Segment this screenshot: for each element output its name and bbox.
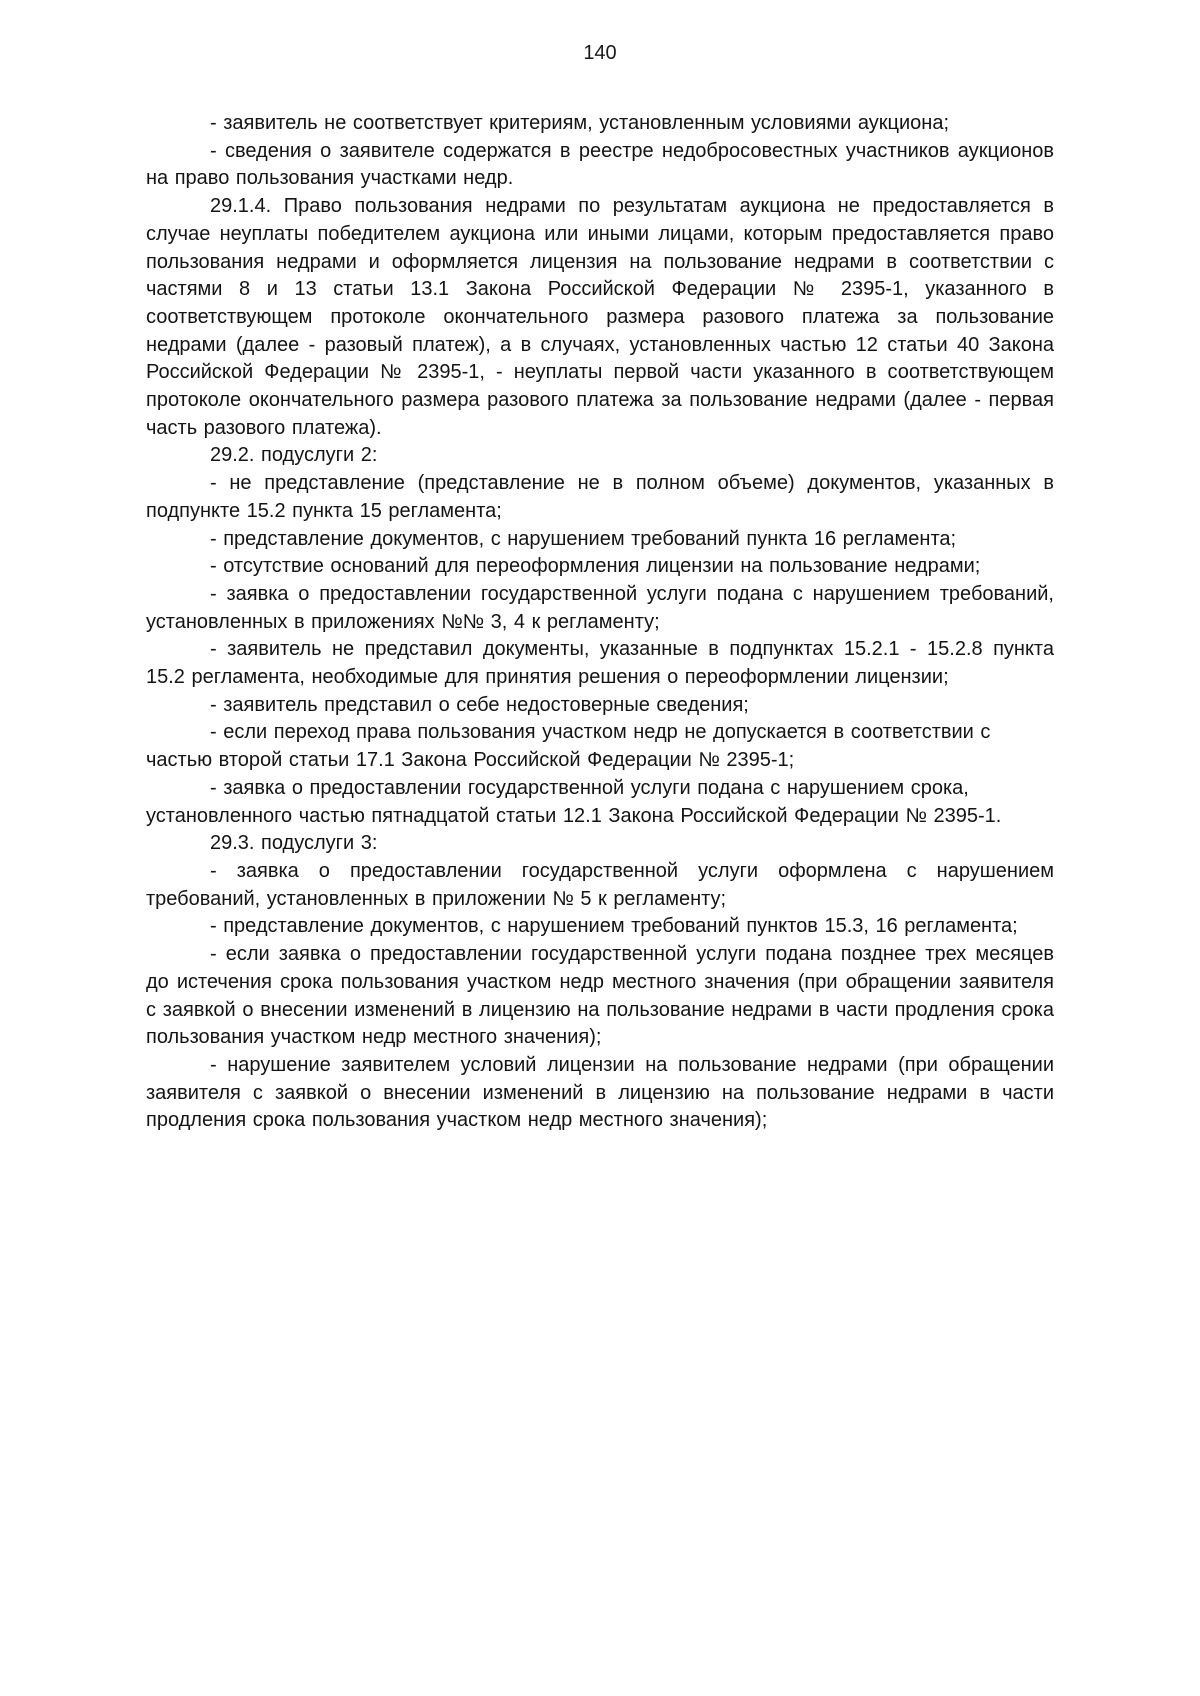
- paragraph: - не представление (представление не в полном объеме) документов, указанных в подпункте 15.2 пункта 15 регламента;: [146, 472, 1054, 522]
- paragraph: - отсутствие оснований для переоформления лицензии на пользование недрами;: [210, 555, 981, 578]
- paragraph: - заявка о предоставлении государственной услуги подана с нарушением требований, установленных в приложениях №№ 3, 4 к регламенту;: [146, 582, 1054, 633]
- paragraph: - заявитель представил о себе недостоверные сведения;: [210, 693, 749, 716]
- paragraph: - сведения о заявителе содержатся в реестре недобросовестных участников аукционов на право пользования участками недр.: [146, 139, 1054, 190]
- paragraph: - заявка о предоставлении государственной услуги оформлена с нарушением требований, установленных в приложении № 5 к регламенту;: [146, 859, 1054, 910]
- paragraph: - нарушение заявителем условий лицензии на пользование недрами (при обращении заявителя с заявкой о внесении изменений в лицензию на пользование недрами в части продления срока пользования участком недр местного значения);: [146, 1053, 1054, 1132]
- paragraph: 29.3. подуслуги 3:: [210, 832, 378, 855]
- document-body: [146, 110, 1054, 1135]
- paragraph: - представление документов, с нарушением требований пунктов 15.3, 16 регламента;: [210, 915, 1018, 938]
- paragraph: 29.2. подуслуги 2:: [210, 444, 378, 467]
- page-number: 140: [583, 42, 617, 64]
- paragraph: - если переход права пользования участком недр не допускается в соответствии с частью второй статьи 17.1 Закона Российской Федерации № 2395-1;: [146, 721, 991, 772]
- paragraph: - представление документов, с нарушением требований пункта 16 регламента;: [210, 527, 957, 550]
- paragraph: - заявка о предоставлении государственной услуги подана с нарушением срока, установленного частью пятнадцатой статьи 12.1 Закона Российской Федерации № 2395-1.: [146, 776, 1002, 827]
- paragraph: - если заявка о предоставлении государственной услуги подана позднее трех месяцев до истечения срока пользования участком недр местного значения (при обращении заявителя с заявкой о внесении изменений в лицензию на пользование недрами в части продления срока пользования участком недр местного значения);: [146, 943, 1054, 1049]
- paragraph: - заявитель не соответствует критериям, установленным условиями аукциона;: [210, 112, 950, 134]
- paragraph: - заявитель не представил документы, указанные в подпунктах 15.2.1 - 15.2.8 пункта 15.2 регламента, необходимые для принятия решения о переоформлении лицензии;: [146, 638, 1054, 689]
- paragraph: 29.1.4. Право пользования недрами по результатам аукциона не предоставляется в случае неуплаты победителем аукциона или иными лицами, которым предоставляется право пользования недрами и оформляется лицензия на пользование недрами в соответствии с частями 8 и 13 статьи 13.1 Закона Российской Федерации № 2395-1, указанного в соответствующем протоколе окончательного размера разового платежа за пользование недрами (далее - разовый платеж), а в случаях, установленных частью 12 статьи 40 Закона Российской Федерации № 2395-1, - неуплаты первой части указанного в соответствующем протоколе окончательного размера разового платежа за пользование недрами (далее - первая часть разового платежа).: [146, 195, 1054, 439]
